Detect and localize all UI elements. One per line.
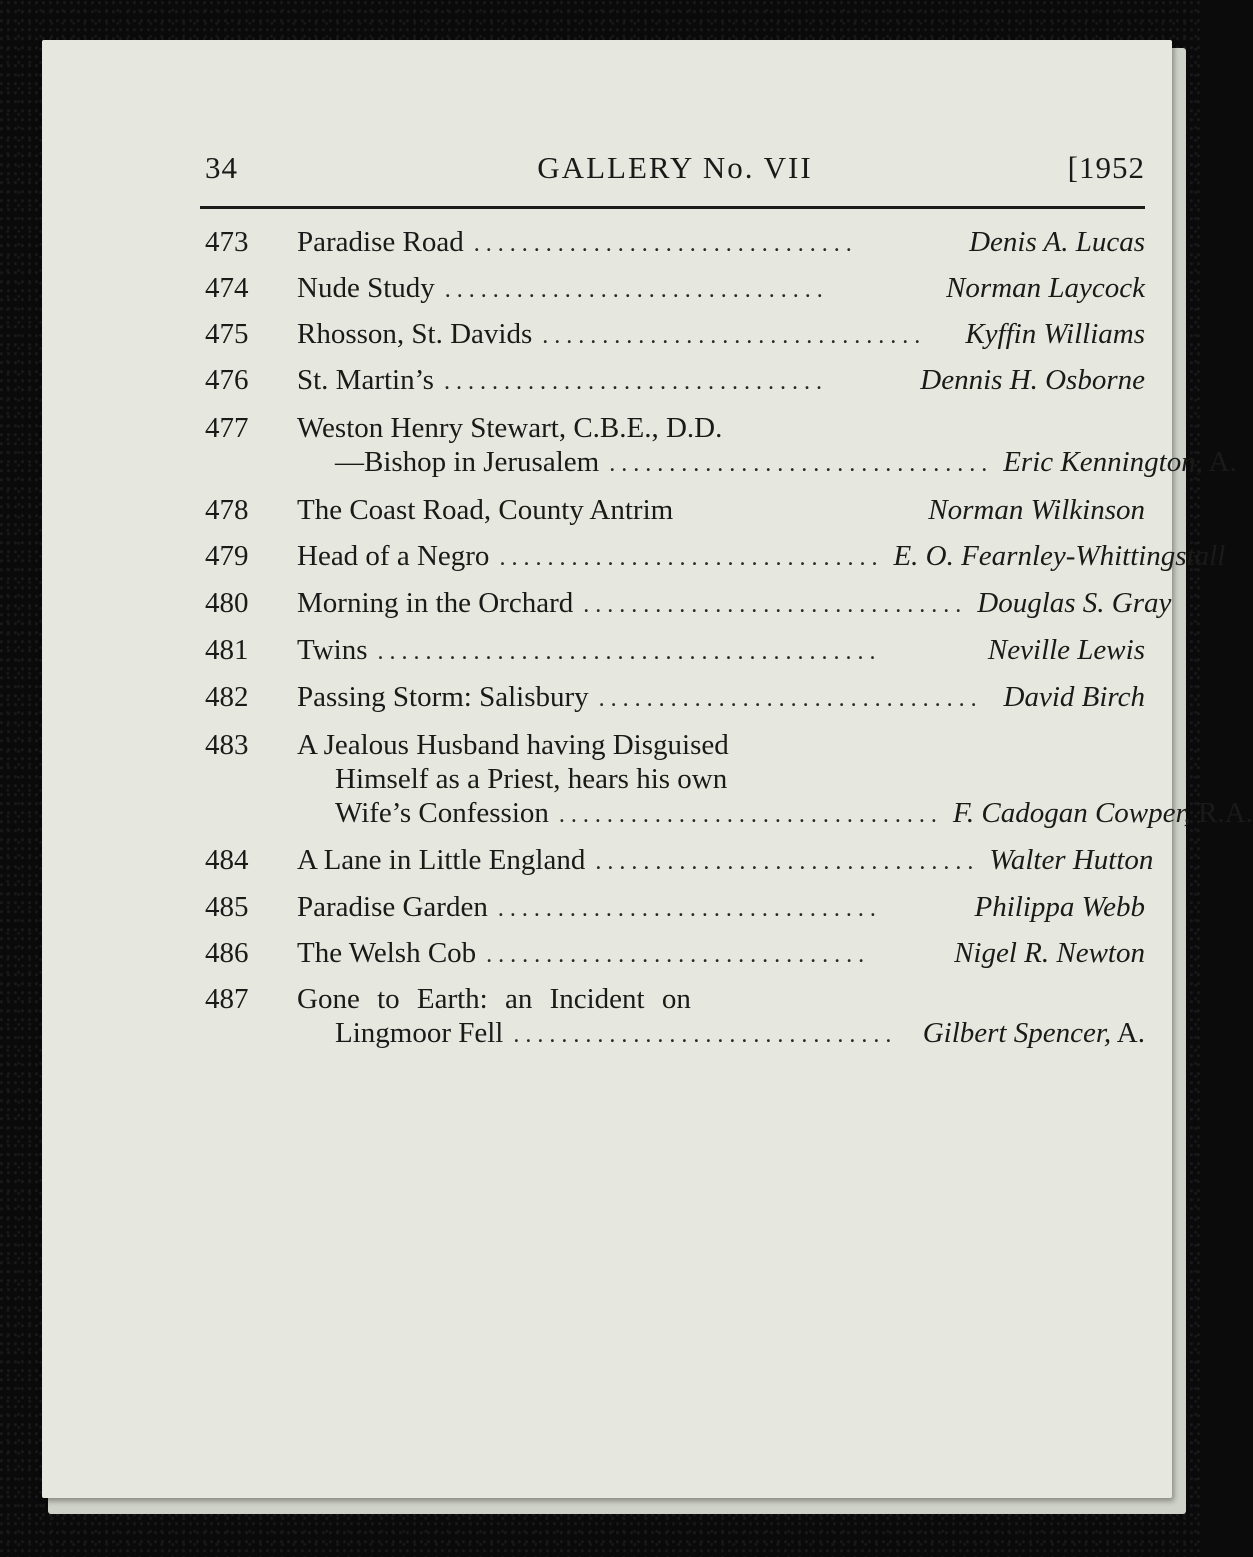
entry-artist: Dennis H. Osborne xyxy=(920,364,1145,396)
leader-dots: ................................ xyxy=(583,592,968,618)
entry-artist xyxy=(923,1016,1145,1050)
artist-honour: R.A. xyxy=(1190,797,1253,829)
catalogue-entry xyxy=(205,411,1237,493)
leader-dots: ................................ xyxy=(443,369,828,395)
catalogue-entry xyxy=(205,363,1145,411)
catalogue-entry xyxy=(205,843,1154,890)
entry-title: St. Martin’s xyxy=(297,364,434,396)
catalogue-entry xyxy=(205,225,1145,271)
entry-title-line: —Bishop in Jerusalem xyxy=(335,446,600,478)
entry-number: 485 xyxy=(205,891,249,923)
leader-dots: ................................ xyxy=(598,686,983,712)
entry-number: 479 xyxy=(205,540,249,572)
entry-number: 473 xyxy=(205,226,249,258)
entry-title: Nude Study xyxy=(297,272,435,304)
entry-title: Morning in the Orchard xyxy=(297,587,574,619)
entry-number: 486 xyxy=(205,937,249,969)
page-number: 34 xyxy=(205,150,238,185)
entry-number: 484 xyxy=(205,844,249,876)
catalogue-list xyxy=(205,220,1253,1062)
leader-dots: ................................ xyxy=(609,451,994,477)
entry-artist: David Birch xyxy=(1003,681,1145,713)
entry-artist: Kyffin Williams xyxy=(965,318,1145,350)
entry-artist: Denis A. Lucas xyxy=(969,226,1145,258)
entry-artist: Philippa Webb xyxy=(974,891,1145,923)
entry-title-line: Himself as a Priest, hears his own xyxy=(335,763,728,795)
entry-number: 482 xyxy=(205,681,249,713)
catalogue-entry xyxy=(205,586,1172,633)
entry-title-line: Lingmoor Fell xyxy=(335,1017,504,1049)
entry-number: 483 xyxy=(205,729,249,761)
entry-number: 487 xyxy=(205,983,249,1015)
artist-honour: A. xyxy=(1202,446,1237,478)
catalogue-entry xyxy=(205,317,1145,363)
entry-title: Paradise Road xyxy=(297,226,464,258)
artist-name: F. Cadogan Cowper, xyxy=(952,797,1191,829)
entry-title: The Coast Road, County Antrim xyxy=(297,494,674,526)
entry-title: Head of a Negro xyxy=(297,540,490,572)
entry-title: A Lane in Little England xyxy=(297,844,586,876)
header-rule xyxy=(200,206,1145,209)
leader-dots: ................................ xyxy=(473,231,858,257)
leader-dots: ................................ xyxy=(444,277,829,303)
entry-artist: Neville Lewis xyxy=(987,634,1145,666)
entry-artist: Norman Wilkinson xyxy=(928,494,1145,526)
leader-dots: ................................ xyxy=(486,942,871,968)
catalogue-entry xyxy=(205,539,1226,586)
gallery-title: GALLERY No. VII xyxy=(537,150,813,185)
entry-artist xyxy=(1003,445,1237,479)
entry-title: Rhosson, St. Davids xyxy=(297,318,533,350)
entry-number: 474 xyxy=(205,272,249,304)
leader-dots: ................................ xyxy=(499,545,884,571)
entry-title-line: Weston Henry Stewart, C.B.E., D.D. xyxy=(297,412,723,444)
entry-artist: Nigel R. Newton xyxy=(954,937,1145,969)
year-marker: [1952 xyxy=(1067,150,1145,185)
entry-number: 478 xyxy=(205,494,249,526)
entry-number: 475 xyxy=(205,318,249,350)
catalogue-entry xyxy=(205,936,1145,982)
leader-dots: ................................ xyxy=(513,1022,898,1048)
running-head xyxy=(205,150,1145,190)
catalogue-entry xyxy=(205,493,1145,539)
entry-title: Passing Storm: Salisbury xyxy=(297,681,589,713)
entry-artist: Walter Hutton xyxy=(989,844,1154,876)
catalogue-entry xyxy=(205,982,1145,1062)
entry-title: Twins xyxy=(297,634,368,666)
entry-title: Paradise Garden xyxy=(297,891,488,923)
catalogue-entry xyxy=(205,633,1145,680)
entry-artist: Douglas S. Gray xyxy=(977,587,1172,619)
catalogue-entry xyxy=(205,680,1145,728)
artist-honour: A. xyxy=(1111,1017,1145,1049)
leader-dots: ................................ xyxy=(595,849,980,875)
artist-name: Eric Kennington, xyxy=(1003,446,1203,478)
entry-artist: Norman Laycock xyxy=(946,272,1145,304)
leader-dots: .......................................... xyxy=(377,639,882,665)
catalogue-entry xyxy=(205,890,1145,936)
entry-number: 476 xyxy=(205,364,249,396)
entry-title-line: Wife’s Confession xyxy=(335,797,549,829)
entry-artist xyxy=(953,796,1253,830)
artist-name: Gilbert Spencer, xyxy=(922,1017,1112,1049)
catalogue-entry xyxy=(205,728,1253,843)
entry-number: 481 xyxy=(205,634,249,666)
leader-dots: ................................ xyxy=(542,323,927,349)
entry-number: 480 xyxy=(205,587,249,619)
entry-number: 477 xyxy=(205,412,249,444)
entry-artist: E. O. Fearnley-Whittingstall xyxy=(893,540,1226,572)
leader-dots: ................................ xyxy=(497,896,882,922)
entry-title-line: Gone to Earth: an Incident on xyxy=(297,983,691,1015)
leader-dots: ................................ xyxy=(558,802,943,828)
catalogue-entry xyxy=(205,271,1145,317)
entry-title-line: A Jealous Husband having Disguised xyxy=(297,729,729,761)
entry-title: The Welsh Cob xyxy=(297,937,477,969)
